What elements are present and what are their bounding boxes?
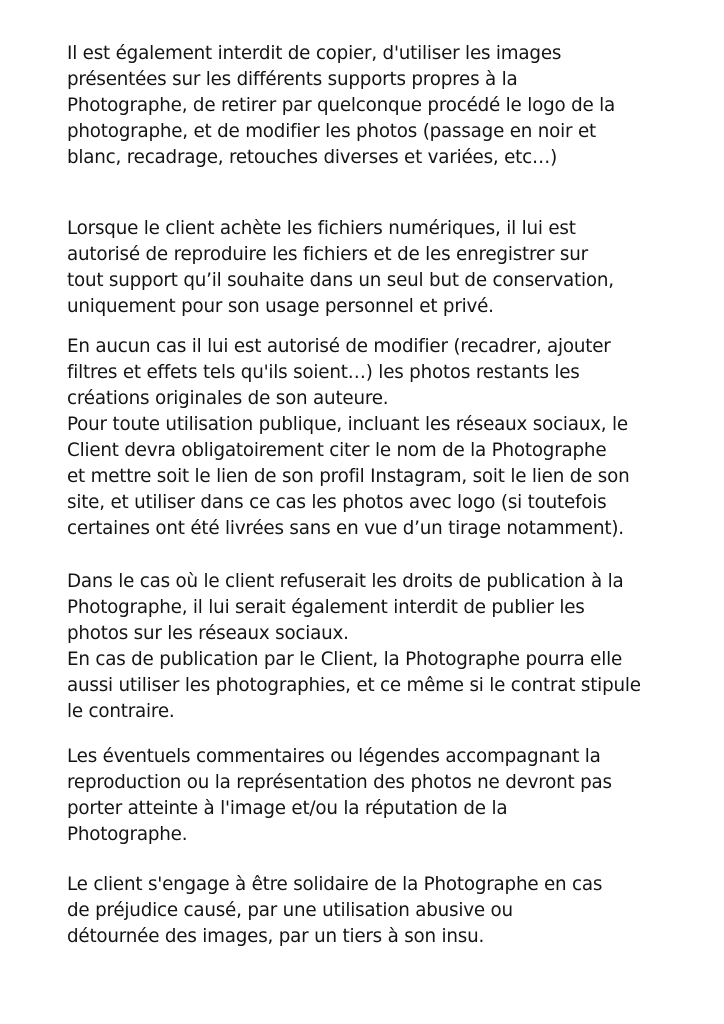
paragraph-line: Photographe, de retirer par quelconque procédé le logo de la [67, 95, 616, 116]
paragraph-line: Le client s'engage à être solidaire de la Photographe en cas [67, 874, 603, 895]
paragraph-line: Lorsque le client achète les fichiers numériques, il lui est [67, 218, 576, 239]
paragraph-line: filtres et effets tels qu'ils soient…) les photos restants les [67, 362, 580, 383]
paragraph-line: aussi utiliser les photographies, et ce même si le contrat stipule [67, 675, 641, 696]
paragraph-publication-rights [67, 569, 677, 725]
paragraph-line: photos sur les réseaux sociaux. [67, 623, 349, 644]
paragraph-line: présentées sur les différents supports propres à la [67, 69, 518, 90]
paragraph-line: de préjudice causé, par une utilisation abusive ou [67, 900, 513, 921]
paragraph-copy-restrictions [67, 41, 677, 171]
paragraph-line: Dans le cas où le client refuserait les droits de publication à la [67, 571, 624, 592]
paragraph-solidarity [67, 872, 677, 950]
paragraph-line: reproduction ou la représentation des photos ne devront pas [67, 772, 612, 793]
paragraph-line: détournée des images, par un tiers à son insu. [67, 926, 485, 947]
paragraph-line: Client devra obligatoirement citer le nom de la Photographe [67, 440, 607, 461]
paragraph-comments-captions [67, 744, 677, 848]
paragraph-line: porter atteinte à l'image et/ou la réputation de la [67, 798, 508, 819]
paragraph-modification-public-use [67, 334, 677, 542]
paragraph-line: et mettre soit le lien de son profil Instagram, soit le lien de son [67, 466, 630, 487]
paragraph-line: En aucun cas il lui est autorisé de modifier (recadrer, ajouter [67, 336, 611, 357]
paragraph-line: site, et utiliser dans ce cas les photos avec logo (si toutefois [67, 492, 607, 513]
paragraph-line: autorisé de reproduire les fichiers et de les enregistrer sur [67, 244, 588, 265]
paragraph-line: créations originales de son auteure. [67, 388, 389, 409]
paragraph-line: le contraire. [67, 701, 175, 722]
paragraph-line: Il est également interdit de copier, d'utiliser les images [67, 43, 562, 64]
paragraph-line: Photographe. [67, 824, 188, 845]
paragraph-line: Photographe, il lui serait également interdit de publier les [67, 597, 585, 618]
paragraph-line: uniquement pour son usage personnel et privé. [67, 296, 494, 317]
paragraph-line: photographe, et de modifier les photos (passage en noir et [67, 121, 596, 142]
paragraph-line: certaines ont été livrées sans en vue d’un tirage notamment). [67, 518, 624, 539]
paragraph-line: Les éventuels commentaires ou légendes accompagnant la [67, 746, 601, 767]
paragraph-line: blanc, recadrage, retouches diverses et variées, etc…) [67, 147, 558, 168]
paragraph-line: En cas de publication par le Client, la Photographe pourra elle [67, 649, 623, 670]
paragraph-line: Pour toute utilisation publique, incluant les réseaux sociaux, le [67, 414, 628, 435]
paragraph-line: tout support qu’il souhaite dans un seul but de conservation, [67, 270, 614, 291]
paragraph-digital-files [67, 216, 677, 320]
